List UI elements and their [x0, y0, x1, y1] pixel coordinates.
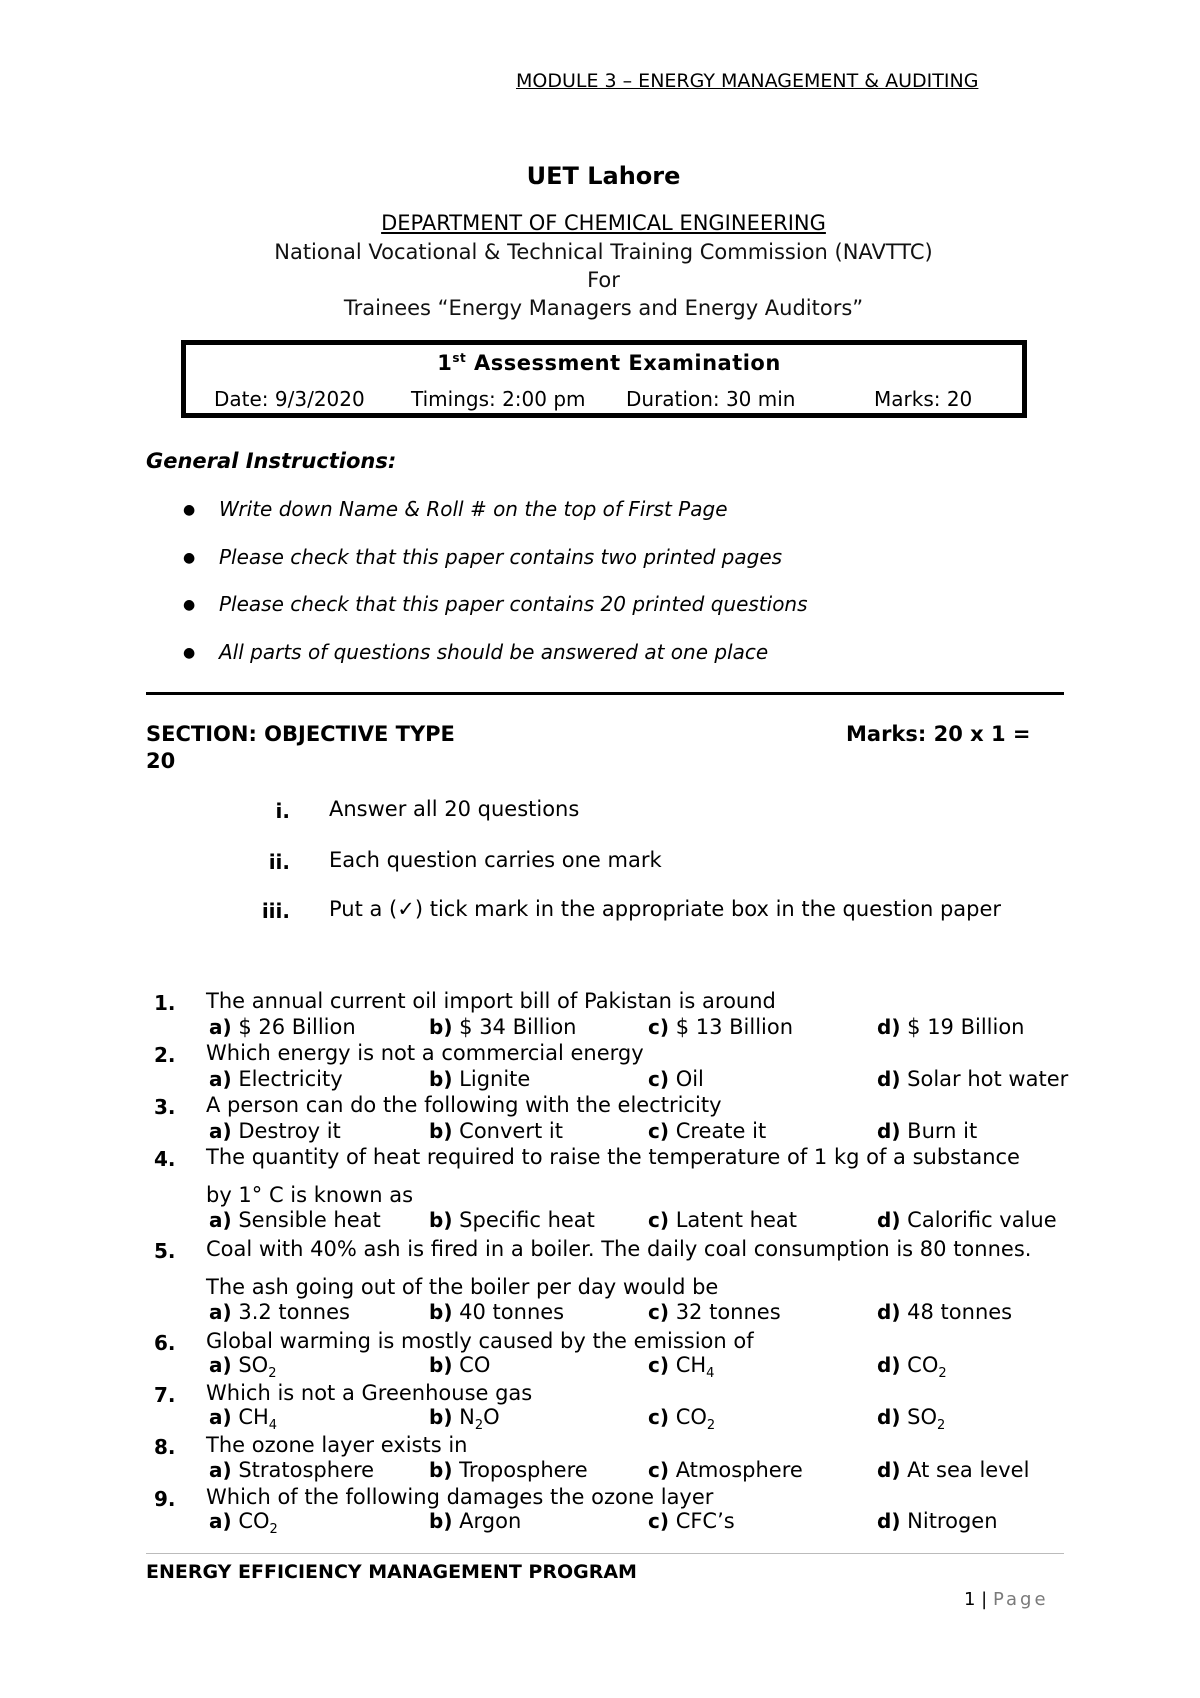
- question-number: 7.: [154, 1383, 176, 1407]
- question-number: 3.: [154, 1095, 176, 1119]
- bullet-icon: ●: [183, 502, 196, 518]
- section-instruction-text: Put a (✓) tick mark in the appropriate box in the question paper: [329, 897, 1002, 921]
- option-a[interactable]: a) 3.2 tonnes: [209, 1300, 350, 1324]
- option-c[interactable]: c) $CO_2$: [648, 1405, 716, 1434]
- option-d[interactable]: d) Burn it: [877, 1119, 978, 1143]
- question-text: The quantity of heat required to raise the temperature of 1 kg of a substance: [206, 1145, 1020, 1169]
- option-a[interactable]: a) Stratosphere: [209, 1458, 375, 1482]
- section-instruction-num: ii.: [268, 850, 290, 874]
- exam-timings: Timings: 2:00 pm: [411, 387, 586, 411]
- option-c[interactable]: c) Latent heat: [648, 1208, 797, 1232]
- question-number: 2.: [154, 1043, 176, 1067]
- option-c[interactable]: c) Create it: [648, 1119, 767, 1143]
- option-a[interactable]: a) $CH_4$: [209, 1405, 278, 1434]
- option-b[interactable]: b) CO: [429, 1353, 491, 1377]
- option-a[interactable]: a) $ 26 Billion: [209, 1015, 356, 1039]
- page-number: 1 | Page: [964, 1589, 1049, 1610]
- option-d[interactable]: d) $ 19 Billion: [877, 1015, 1025, 1039]
- option-d[interactable]: d) Nitrogen: [877, 1509, 998, 1533]
- option-b[interactable]: b) 40 tonnes: [429, 1300, 565, 1324]
- option-c[interactable]: c) 32 tonnes: [648, 1300, 781, 1324]
- bullet-icon: ●: [183, 645, 196, 661]
- exam-title: 1st Assessment Examination: [437, 351, 781, 375]
- section-instruction-num: iii.: [261, 899, 290, 923]
- exam-marks: Marks: 20: [874, 387, 973, 411]
- bullet-icon: ●: [183, 597, 196, 613]
- general-instructions-title: General Instructions:: [146, 449, 397, 473]
- question-number: 8.: [154, 1435, 176, 1459]
- question-number: 4.: [154, 1147, 176, 1171]
- option-b[interactable]: b) Argon: [429, 1509, 522, 1533]
- question-text-continued: by 1° C is known as: [206, 1183, 414, 1207]
- option-b[interactable]: b) Specific heat: [429, 1208, 595, 1232]
- section-instruction-text: Each question carries one mark: [329, 848, 662, 872]
- commission-name: National Vocational & Technical Training Commission (NAVTTC): [274, 240, 933, 264]
- department-name: DEPARTMENT OF CHEMICAL ENGINEERING: [381, 211, 826, 235]
- section-marks-total: 20: [146, 749, 176, 773]
- option-a[interactable]: a) Electricity: [209, 1067, 343, 1091]
- option-d[interactable]: d) $CO_2$: [877, 1353, 947, 1382]
- option-a[interactable]: a) $CO_2$: [209, 1509, 278, 1538]
- section-title: SECTION: OBJECTIVE TYPE: [146, 722, 455, 746]
- exam-date: Date: 9/3/2020: [214, 387, 365, 411]
- instruction-item: Please check that this paper contains 20 printed questions: [219, 592, 808, 616]
- exam-duration: Duration: 30 min: [626, 387, 796, 411]
- option-d[interactable]: d) Calorific value: [877, 1208, 1057, 1232]
- option-c[interactable]: c) $CH_4$: [648, 1353, 715, 1382]
- instruction-item: Write down Name & Roll # on the top of First Page: [219, 497, 728, 521]
- option-b[interactable]: b) Convert it: [429, 1119, 563, 1143]
- option-a[interactable]: a) $SO_2$: [209, 1353, 277, 1382]
- bullet-icon: ●: [183, 550, 196, 566]
- trainees-line: Trainees “Energy Managers and Energy Auditors”: [343, 296, 864, 320]
- option-b[interactable]: b) $N_2O$: [429, 1405, 500, 1434]
- question-text: Global warming is mostly caused by the emission of: [206, 1329, 754, 1353]
- option-d[interactable]: d) $SO_2$: [877, 1405, 946, 1434]
- question-text: The ozone layer exists in: [206, 1433, 468, 1457]
- section-instruction-num: i.: [275, 799, 290, 823]
- question-text: Which is not a Greenhouse gas: [206, 1381, 533, 1405]
- option-b[interactable]: b) Troposphere: [429, 1458, 588, 1482]
- question-number: 9.: [154, 1487, 176, 1511]
- instruction-item: Please check that this paper contains two printed pages: [219, 545, 783, 569]
- option-c[interactable]: c) Atmosphere: [648, 1458, 803, 1482]
- option-b[interactable]: b) Lignite: [429, 1067, 531, 1091]
- question-text: The annual current oil import bill of Pakistan is around: [206, 989, 776, 1013]
- question-text-continued: The ash going out of the boiler per day would be: [206, 1275, 719, 1299]
- question-text: A person can do the following with the electricity: [206, 1093, 722, 1117]
- section-instruction-text: Answer all 20 questions: [329, 797, 580, 821]
- question-text: Coal with 40% ash is fired in a boiler. The daily coal consumption is 80 tonnes.: [206, 1237, 1032, 1261]
- section-marks: Marks: 20 x 1 =: [846, 722, 1031, 746]
- option-d[interactable]: d) At sea level: [877, 1458, 1030, 1482]
- footer-program: ENERGY EFFICIENCY MANAGEMENT PROGRAM: [146, 1561, 637, 1583]
- option-c[interactable]: c) $ 13 Billion: [648, 1015, 794, 1039]
- option-c[interactable]: c) CFC’s: [648, 1509, 735, 1533]
- section-divider: [146, 692, 1064, 695]
- option-a[interactable]: a) Sensible heat: [209, 1208, 381, 1232]
- option-c[interactable]: c) Oil: [648, 1067, 704, 1091]
- question-number: 5.: [154, 1239, 176, 1263]
- instruction-item: All parts of questions should be answered at one place: [219, 640, 769, 664]
- for-line: For: [587, 268, 620, 292]
- running-header: MODULE 3 – ENERGY MANAGEMENT & AUDITING: [516, 70, 979, 92]
- option-b[interactable]: b) $ 34 Billion: [429, 1015, 577, 1039]
- question-number: 1.: [154, 991, 176, 1015]
- question-number: 6.: [154, 1331, 176, 1355]
- footer-divider: [146, 1553, 1064, 1554]
- exam-info-box: [181, 340, 1027, 418]
- question-text: Which of the following damages the ozone layer: [206, 1485, 714, 1509]
- university-name: UET Lahore: [526, 162, 681, 190]
- option-a[interactable]: a) Destroy it: [209, 1119, 341, 1143]
- question-text: Which energy is not a commercial energy: [206, 1041, 644, 1065]
- option-d[interactable]: d) Solar hot water: [877, 1067, 1069, 1091]
- option-d[interactable]: d) 48 tonnes: [877, 1300, 1013, 1324]
